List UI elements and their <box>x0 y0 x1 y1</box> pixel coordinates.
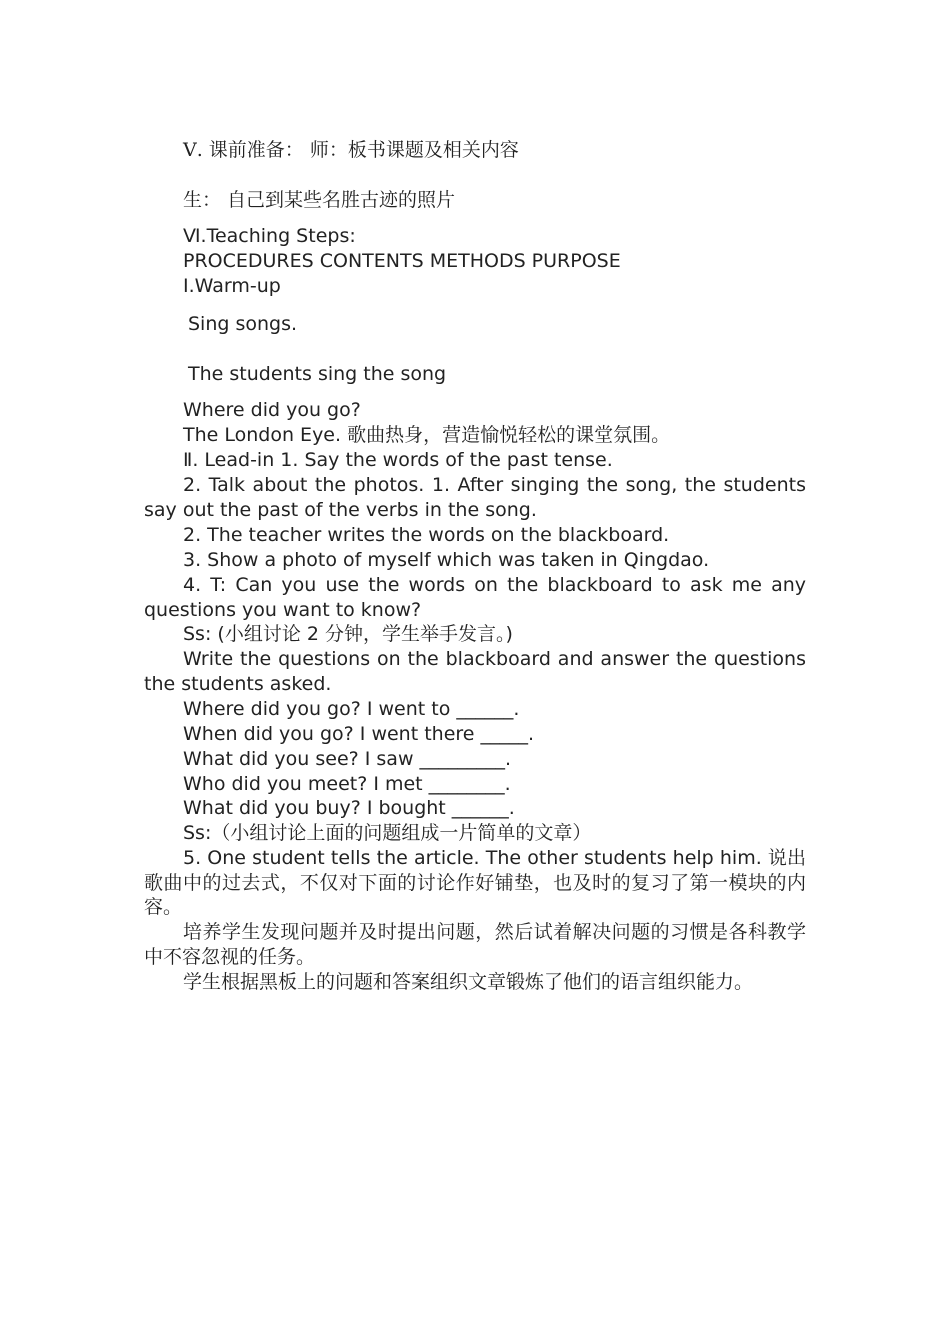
teacher-writes-line: 2. The teacher writes the words on the blackboard. <box>183 524 670 546</box>
write-questions-paragraph: Write the questions on the blackboard and answer the questions the students asked. <box>144 648 806 695</box>
question-what-buy: What did you buy? I bought ______. <box>183 797 515 819</box>
show-photo-line: 3. Show a photo of myself which was taken in Qingdao. <box>183 549 710 571</box>
prep-student-line: 生： 自己到某些名胜古迹的照片 <box>183 189 456 211</box>
one-student-paragraph: 5. One student tells the article. The other students help him. 说出歌曲中的过去式，不仅对下面的讨论作好铺垫，也及时的复习了第一模块的内容。 <box>144 847 806 919</box>
cultivate-paragraph: 培养学生发现问题并及时提出问题，然后试着解决问题的习惯是各科教学中不容忽视的任务。 <box>144 921 806 968</box>
question-where: Where did you go? I went to ______. <box>183 698 520 720</box>
organize-paragraph: 学生根据黑板上的问题和答案组织文章锻炼了他们的语言组织能力。 <box>183 971 754 993</box>
question-when: When did you go? I went there _____. <box>183 723 535 745</box>
prep-teacher-line: Ⅴ. 课前准备： 师：板书课题及相关内容 <box>183 139 519 161</box>
question-what-see: What did you see? I saw _________. <box>183 748 512 770</box>
talk-about-photos-paragraph: 2. Talk about the photos. 1. After singing the song, the students say out the past of the verbs in the song. <box>144 474 806 521</box>
sing-songs-line: Sing songs. <box>188 313 298 335</box>
question-who: Who did you meet? I met ________. <box>183 773 511 795</box>
ss-discussion-line: Ss: (小组讨论 2 分钟，学生举手发言。) <box>183 623 513 645</box>
students-sing-line: The students sing the song <box>188 363 447 385</box>
lead-in-line: Ⅱ. Lead-in 1. Say the words of the past tense. <box>183 449 613 471</box>
ss-article-line: Ss:（小组讨论上面的问题组成一片简单的文章） <box>183 822 592 844</box>
london-eye-line: The London Eye. 歌曲热身，营造愉悦轻松的课堂氛围。 <box>183 424 671 446</box>
teacher-question-paragraph: 4. T: Can you use the words on the blackboard to ask me any questions you want to know? <box>144 574 806 621</box>
teaching-steps-heading: Ⅵ.Teaching Steps: <box>183 225 356 247</box>
table-column-headers: PROCEDURES CONTENTS METHODS PURPOSE <box>183 250 621 272</box>
song-title-line: Where did you go? <box>183 399 361 421</box>
warm-up-heading: Ⅰ.Warm-up <box>183 275 281 297</box>
